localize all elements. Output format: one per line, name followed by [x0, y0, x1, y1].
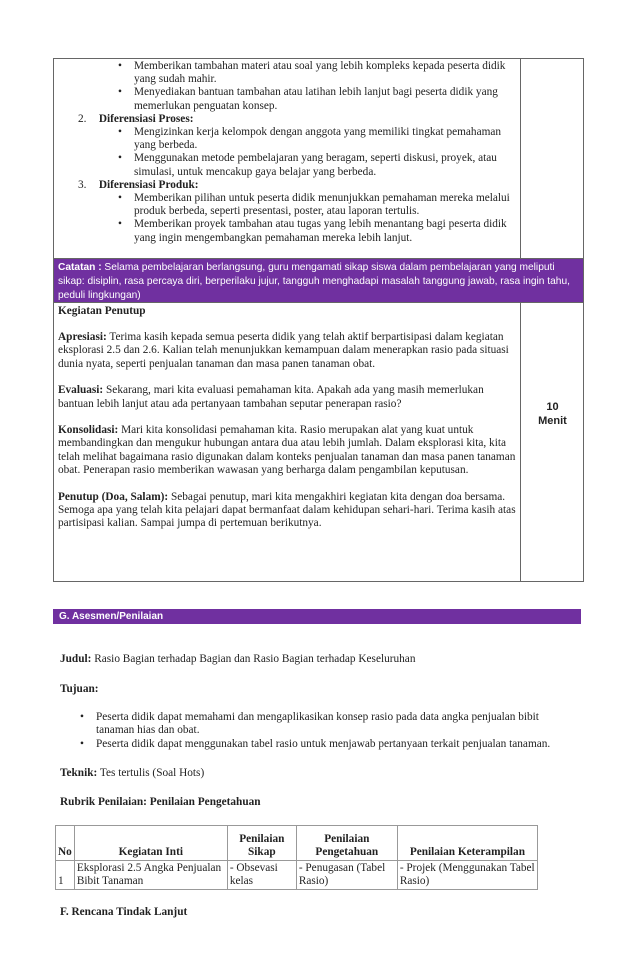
bullets-a: [118, 60, 518, 113]
list-item: • Menggunakan metode pembelajaran yang beragam, seperti diskusi, proyek, atau simulasi, untuk mencakup gaya belajar yang berbeda.: [118, 152, 518, 178]
catatan-text: Selama pembelajaran berlangsung, guru mengamati sikap siswa dalam pembelajaran yang meliputi sikap: disiplin, rasa percaya diri, berperilaku jujur, tangguh menghadapi masalah tanggung jawab, rasa ingin tahu, peduli lingkungan): [58, 262, 570, 301]
rubrik-table: [55, 825, 538, 890]
item-title: Diferensiasi Produk:: [98, 178, 199, 191]
table-cell: 1: [56, 861, 75, 890]
header-cell: Penilaian Sikap: [227, 826, 296, 861]
header-cell: No: [56, 826, 75, 861]
list-item: • Mengizinkan kerja kelompok dengan anggota yang memiliki tingkat pemahaman yang berbeda.: [118, 126, 518, 152]
penutup-paragraph: Penutup (Doa, Salam): Sebagai penutup, mari kita mengakhiri kegiatan kita dengan doa bersama. Semoga apa yang telah kita pelajari dapat bermanfaat dalam kehidupan sehari-hari. Terima kasih atas partisipasi kalian. Sampai jumpa di pertemuan berikutnya.: [58, 490, 516, 530]
list-item: • Peserta didik dapat memahami dan mengaplikasikan konsep rasio pada data angka penjualan bibit tanaman hias dan obat.: [80, 711, 570, 737]
header-cell: Kegiatan Inti: [74, 826, 227, 861]
table-header-row: [56, 826, 538, 861]
header-cell: Penilaian Keterampilan: [397, 826, 537, 861]
list-item: • Memberikan pilihan untuk peserta didik menunjukkan pemahaman mereka melalui produk berbeda, seperti presentasi, poster, atau laporan tertulis.: [118, 192, 518, 218]
teknik-line: Teknik: Tes tertulis (Soal Hots): [60, 767, 205, 779]
list-item: • Memberikan tambahan materi atau soal yang lebih kompleks kepada peserta didik yang sudah mahir.: [118, 60, 518, 86]
tujuan-list: [80, 711, 570, 752]
table-cell: Eksplorasi 2.5 Angka Penjualan Bibit Tanaman: [74, 861, 227, 890]
closing-activity: [58, 304, 518, 544]
catatan-banner: [54, 259, 583, 302]
time-value: 10: [546, 401, 559, 413]
konsolidasi-paragraph: Konsolidasi: Mari kita konsolidasi pemahaman kita. Rasio merupakan alat yang kuat untuk membandingkan dan mengukur hubungan antara dua atau lebih jumlah. Dalam eksplorasi kita, kita telah melihat bagaimana rasio digunakan dalam konteks penjualan tanaman dan masa panen tanaman obat. Penerapan rasio memberikan wawasan yang berharga dalam pengambilan keputusan.: [58, 424, 516, 477]
judul-line: Judul: Rasio Bagian terhadap Bagian dan Rasio Bagian terhadap Keseluruhan: [60, 653, 416, 665]
table-row: [56, 861, 538, 890]
list-item: • Menyediakan bantuan tambahan atau latihan lebih lanjut bagi peserta didik yang memerlukan penguatan konsep.: [118, 86, 518, 112]
bullets-b: [118, 126, 518, 179]
tujuan-heading: Tujuan:: [60, 683, 99, 695]
numbered-item-2: 2. Diferensiasi Proses:: [78, 112, 194, 125]
table-cell: - Penugasan (Tabel Rasio): [296, 861, 397, 890]
list-item: • Memberikan proyek tambahan atau tugas yang lebih menantang bagi peserta didik yang ingin mengembangkan pemahaman mereka lebih lanjut.: [118, 218, 518, 244]
header-cell: Penilaian Pengetahuan: [296, 826, 397, 861]
item-title: Diferensiasi Proses:: [98, 112, 194, 125]
differentiation-list: [78, 60, 518, 245]
apresiasi-paragraph: Apresiasi: Terima kasih kepada semua peserta didik yang telah aktif berpartisipasi dalam kegiatan eksplorasi 2.5 dan 2.6. Kalian telah menunjukkan kemampuan dalam menerapkan rasio pada situasi dunia nyata, seperti penjualan tanaman dan masa panen tanaman obat.: [58, 331, 509, 370]
section-g-header: G. Asesmen/Penilaian: [53, 609, 581, 624]
numbered-item-3: 3. Diferensiasi Produk:: [78, 178, 199, 191]
time-unit: Menit: [538, 415, 567, 427]
table-cell: - Obsevasi kelas: [227, 861, 296, 890]
section-title: Kegiatan Penutup: [58, 305, 146, 317]
catatan-label: Catatan :: [58, 262, 102, 273]
table-column-divider: [520, 58, 521, 582]
time-allocation: [521, 400, 584, 428]
evaluasi-paragraph: Evaluasi: Sekarang, mari kita evaluasi pemahaman kita. Apakah ada yang masih memerlukan bantuan lebih lanjut atau ada pertanyaan tambahan seputar penerapan rasio?: [58, 384, 484, 410]
list-item: • Peserta didik dapat menggunakan tabel rasio untuk menjawab pertanyaan terkait penjualan tanaman.: [80, 738, 570, 751]
rubrik-title: Rubrik Penilaian: Penilaian Pengetahuan: [60, 796, 261, 808]
bullets-c: [118, 192, 518, 245]
table-cell: - Projek (Menggunakan Tabel Rasio): [397, 861, 537, 890]
rencana-title: F. Rencana Tindak Lanjut: [60, 906, 188, 918]
